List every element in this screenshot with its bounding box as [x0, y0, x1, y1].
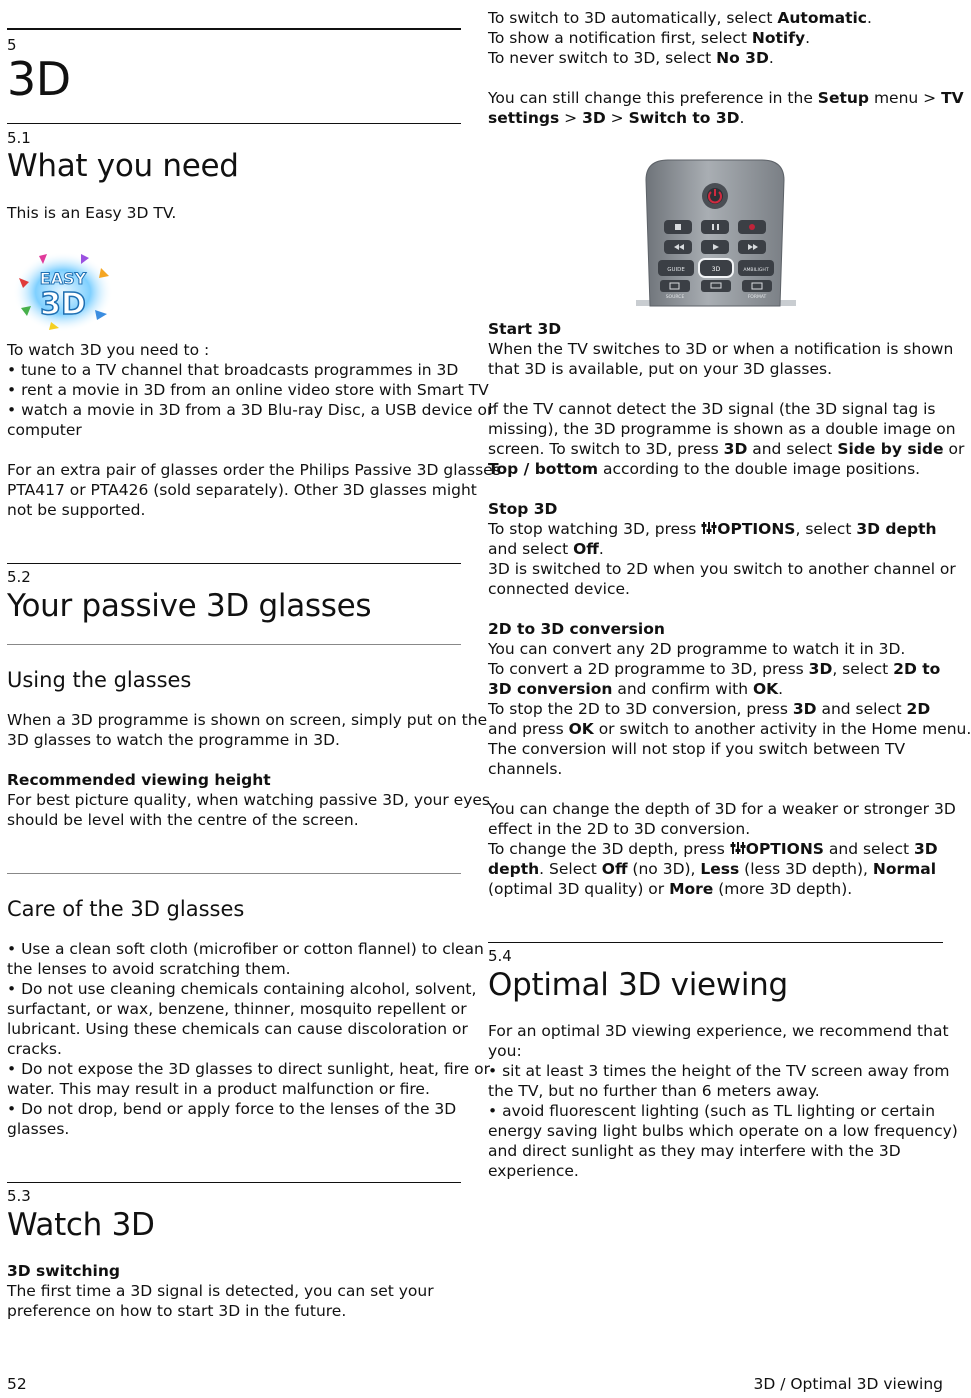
care-line: • Use a clean soft cloth (microfiber or cotton flannel) to clean: [7, 940, 484, 958]
preference-line: settings > 3D > Switch to 3D.: [488, 109, 745, 127]
needs-line: • rent a movie in 3D from an online video store with Smart TV: [7, 381, 489, 399]
optimal-line: energy saving light bulbs which operate on a low frequency): [488, 1122, 958, 1140]
section-number: 5.1: [7, 129, 31, 147]
running-title: 3D / Optimal 3D viewing: [753, 1375, 943, 1393]
needs-block: [7, 340, 501, 520]
svg-text:FORMAT: FORMAT: [747, 295, 767, 300]
detect-line: If the TV cannot detect the 3D signal (the 3D signal tag is: [488, 400, 936, 418]
optimal-line: the TV, but no further than 6 meters away.: [488, 1082, 820, 1100]
section-rule: [488, 942, 943, 943]
detect-line: missing), the 3D programme is shown as a double image on: [488, 420, 956, 438]
conversion-line: You can convert any 2D programme to watch it in 3D.: [488, 640, 906, 658]
switching-line: preference on how to start 3D in the future.: [7, 1302, 347, 1320]
svg-text:3D: 3D: [40, 287, 86, 322]
glasses-line: not be supported.: [7, 501, 146, 519]
depth-line: You can change the depth of 3D for a weaker or stronger 3D: [488, 800, 956, 818]
depth-line: effect in the 2D to 3D conversion.: [488, 820, 751, 838]
optimal-line: • sit at least 3 times the height of the TV screen away from: [488, 1062, 950, 1080]
chapter-rule: [7, 28, 461, 30]
care-line: cracks.: [7, 1040, 62, 1058]
section-title: Watch 3D: [7, 1207, 155, 1243]
conversion-line: and press OK or switch to another activity in the Home menu.: [488, 720, 971, 738]
conversion-line: To convert a 2D programme to 3D, press 3D, select 2D to: [488, 660, 941, 678]
svg-text:GUIDE: GUIDE: [667, 267, 685, 273]
option-notify: To show a notification first, select Notify.: [488, 29, 811, 47]
using-line: 3D glasses to watch the programme in 3D.: [7, 731, 340, 749]
height-line: For best picture quality, when watching passive 3D, your eyes: [7, 791, 491, 809]
glasses-line: For an extra pair of glasses order the Philips Passive 3D glasses: [7, 461, 501, 479]
depth-line: (optimal 3D quality) or More (more 3D depth).: [488, 880, 853, 898]
easy-3d-logo-icon: [11, 248, 115, 334]
care-line: lubricant. Using these chemicals can cause discoloration or: [7, 1020, 468, 1038]
needs-line: • watch a movie in 3D from a 3D Blu-ray Disc, a USB device or: [7, 401, 494, 419]
care-line: • Do not drop, bend or apply force to the lenses of the 3D: [7, 1100, 457, 1118]
stop-3d-title: Stop 3D: [488, 500, 558, 518]
section-title: What you need: [7, 148, 239, 184]
stop-line: and select Off.: [488, 540, 604, 558]
care-line: surfactant, or wax, benzene, thinner, mosquito repellent or: [7, 1000, 467, 1018]
easy-3d-logo: [11, 248, 115, 334]
care-line: • Do not use cleaning chemicals containing alcohol, solvent,: [7, 980, 477, 998]
section-rule: [7, 563, 461, 564]
optimal-line: For an optimal 3D viewing experience, we recommend that: [488, 1022, 949, 1040]
needs-line: computer: [7, 421, 82, 439]
care-line: the lenses to avoid scratching them.: [7, 960, 291, 978]
conversion-line: 3D conversion and confirm with OK.: [488, 680, 784, 698]
detect-line: Top / bottom according to the double image positions.: [488, 460, 921, 478]
glasses-line: PTA417 or PTA426 (sold separately). Other 3D glasses might: [7, 481, 477, 499]
start-line: that 3D is available, put on your 3D glasses.: [488, 360, 832, 378]
preference-line: You can still change this preference in the Setup menu > TV: [488, 89, 964, 107]
section-number: 5.2: [7, 568, 31, 586]
optimal-line: • avoid fluorescent lighting (such as TL lighting or certain: [488, 1102, 936, 1120]
chapter-number: 5: [7, 36, 17, 54]
height-line: should be level with the centre of the screen.: [7, 811, 359, 829]
start-stop-block: [488, 319, 971, 899]
stop-line: 3D is switched to 2D when you switch to another channel or: [488, 560, 956, 578]
using-line: When a 3D programme is shown on screen, simply put on the: [7, 711, 488, 729]
care-line: • Do not expose the 3D glasses to direct sunlight, heat, fire or: [7, 1060, 491, 1078]
options-icon: [730, 840, 746, 858]
conversion-line: To stop the 2D to 3D conversion, press 3D and select 2D: [488, 700, 931, 718]
depth-line: To change the 3D depth, press OPTIONS and select 3D: [488, 840, 938, 858]
section-number: 5.3: [7, 1187, 31, 1205]
remote-control-image: [636, 156, 796, 308]
section-title: Your passive 3D glasses: [7, 588, 372, 624]
subsection-rule: [7, 644, 461, 645]
stop-line: To stop watching 3D, press OPTIONS, select 3D depth: [488, 520, 937, 538]
intro-text: This is an Easy 3D TV.: [7, 204, 177, 222]
section-rule: [7, 123, 461, 124]
care-line: water. This may result in a product malfunction or fire.: [7, 1080, 430, 1098]
svg-text:3D: 3D: [711, 266, 721, 273]
subsection-rule: [7, 873, 461, 874]
subsection-title: Care of the 3D glasses: [7, 897, 245, 921]
options-icon: [701, 520, 717, 538]
start-3d-title: Start 3D: [488, 320, 562, 338]
subsection-title: Using the glasses: [7, 668, 192, 692]
depth-line: depth. Select Off (no 3D), Less (less 3D depth), Normal: [488, 860, 937, 878]
section-rule: [7, 1182, 461, 1183]
optimal-line: you:: [488, 1042, 522, 1060]
care-block: [7, 939, 490, 1139]
using-block: [7, 710, 490, 830]
optimal-line: experience.: [488, 1162, 579, 1180]
needs-line: • tune to a TV channel that broadcasts programmes in 3D: [7, 361, 459, 379]
switching-block: [7, 1261, 434, 1321]
detect-line: screen. To switch to 3D, press 3D and select Side by side or: [488, 440, 965, 458]
remote-control-icon: [636, 156, 796, 308]
start-line: When the TV switches to 3D or when a notification is shown: [488, 340, 954, 358]
chapter-title: 3D: [7, 52, 71, 106]
svg-text:SOURCE: SOURCE: [665, 295, 685, 300]
optimal-line: and direct sunlight as they may interfere with the 3D: [488, 1142, 901, 1160]
switching-line: The first time a 3D signal is detected, you can set your: [7, 1282, 434, 1300]
viewing-height-title: Recommended viewing height: [7, 771, 271, 789]
switching-title: 3D switching: [7, 1262, 120, 1280]
section-number: 5.4: [488, 947, 512, 965]
optimal-block: [488, 1021, 958, 1181]
option-no-3d: To never switch to 3D, select No 3D.: [488, 49, 774, 67]
needs-line: To watch 3D you need to :: [7, 341, 210, 359]
conversion-line: The conversion will not stop if you switch between TV: [488, 740, 906, 758]
stop-line: connected device.: [488, 580, 630, 598]
page-number: 52: [7, 1375, 27, 1393]
care-line: glasses.: [7, 1120, 70, 1138]
svg-text:AMBILIGHT: AMBILIGHT: [743, 268, 769, 273]
conversion-title: 2D to 3D conversion: [488, 620, 665, 638]
conversion-line: channels.: [488, 760, 563, 778]
option-automatic: To switch to 3D automatically, select Automatic.: [488, 9, 872, 27]
svg-text:EASY: EASY: [39, 269, 87, 288]
switch-options-block: [488, 8, 964, 128]
section-title: Optimal 3D viewing: [488, 967, 788, 1003]
